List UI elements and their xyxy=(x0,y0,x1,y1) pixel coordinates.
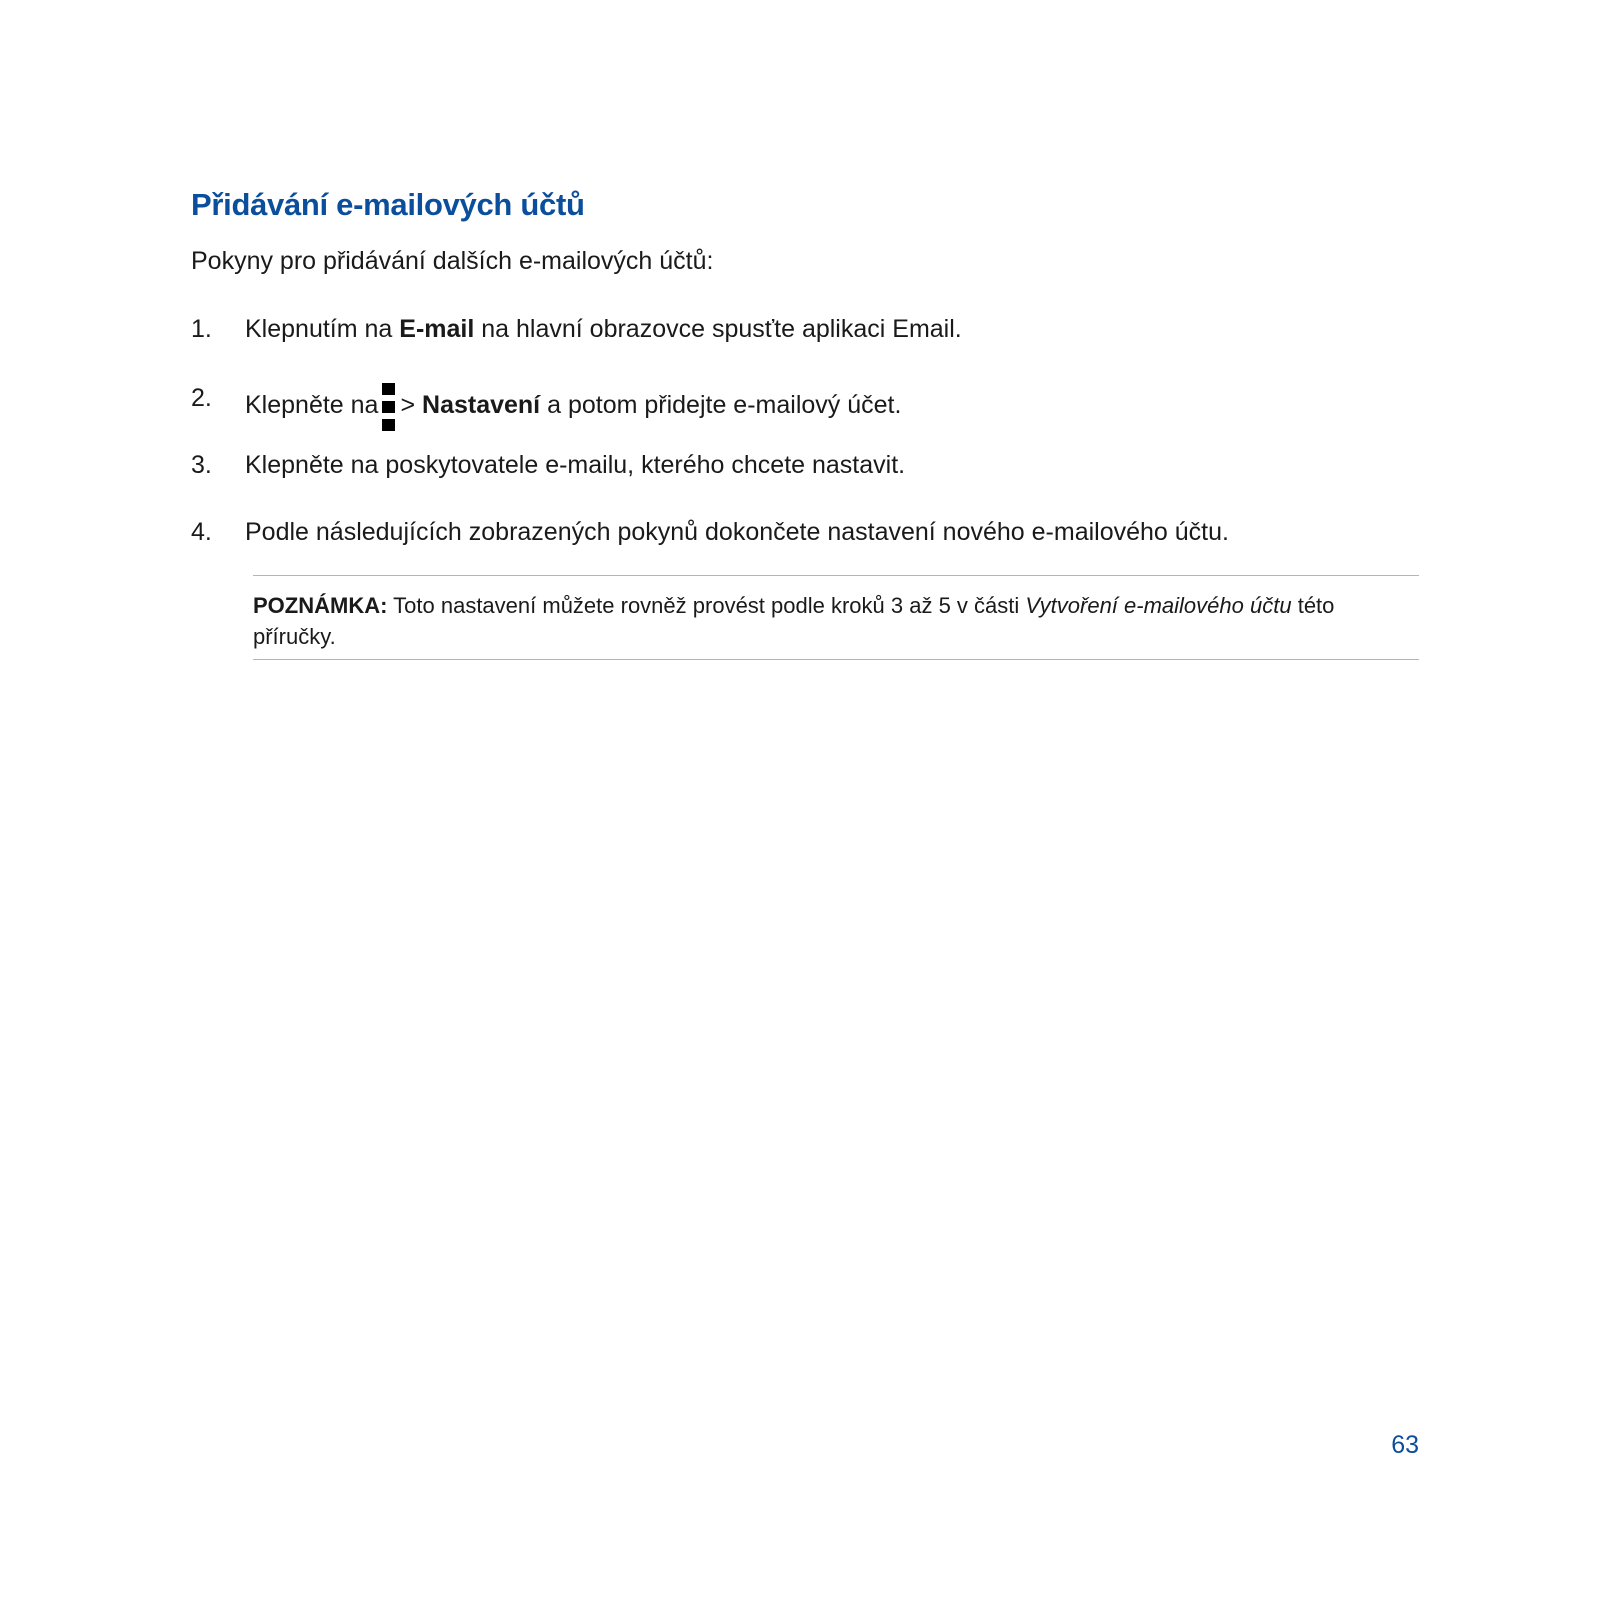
settings-label: Nastavení xyxy=(422,391,541,419)
section-title: Přidávání e-mailových účtů xyxy=(191,187,585,222)
step-number: 3. xyxy=(191,451,212,479)
note-text xyxy=(253,590,1393,652)
step-number: 1. xyxy=(191,315,212,343)
step-number: 4. xyxy=(191,518,212,546)
menu-separator: > xyxy=(400,391,416,419)
page-number: 63 xyxy=(1391,1431,1419,1459)
note-box xyxy=(253,575,1419,660)
step-text: Podle následujících zobrazených pokynů dokončete nastavení nového e-mailového účtu. xyxy=(245,518,1229,546)
step-text: Klepněte na poskytovatele e-mailu, kterého chcete nastavit. xyxy=(245,451,906,479)
note-text-after: této příručky. xyxy=(253,593,1335,649)
note-reference: Vytvoření e-mailového účtu xyxy=(1025,593,1292,618)
step-text-after: na hlavní obrazovce spusťte aplikaci Email. xyxy=(481,315,962,343)
note-label: POZNÁMKA: xyxy=(253,593,388,618)
step-text xyxy=(245,314,962,344)
email-app-name: E-mail xyxy=(399,315,475,343)
intro-text: Pokyny pro přidávání dalších e-mailových účtů: xyxy=(191,247,714,275)
step-number: 2. xyxy=(191,384,212,412)
overflow-menu-icon xyxy=(382,383,395,433)
step-text-before: Klepnutím na xyxy=(245,315,393,343)
note-text-before: Toto nastavení můžete rovněž provést podle kroků 3 až 5 v části xyxy=(393,593,1020,618)
step-text-after: a potom přidejte e-mailový účet. xyxy=(547,391,902,419)
step-text xyxy=(245,383,901,433)
step-text-before: Klepněte na xyxy=(245,391,379,419)
